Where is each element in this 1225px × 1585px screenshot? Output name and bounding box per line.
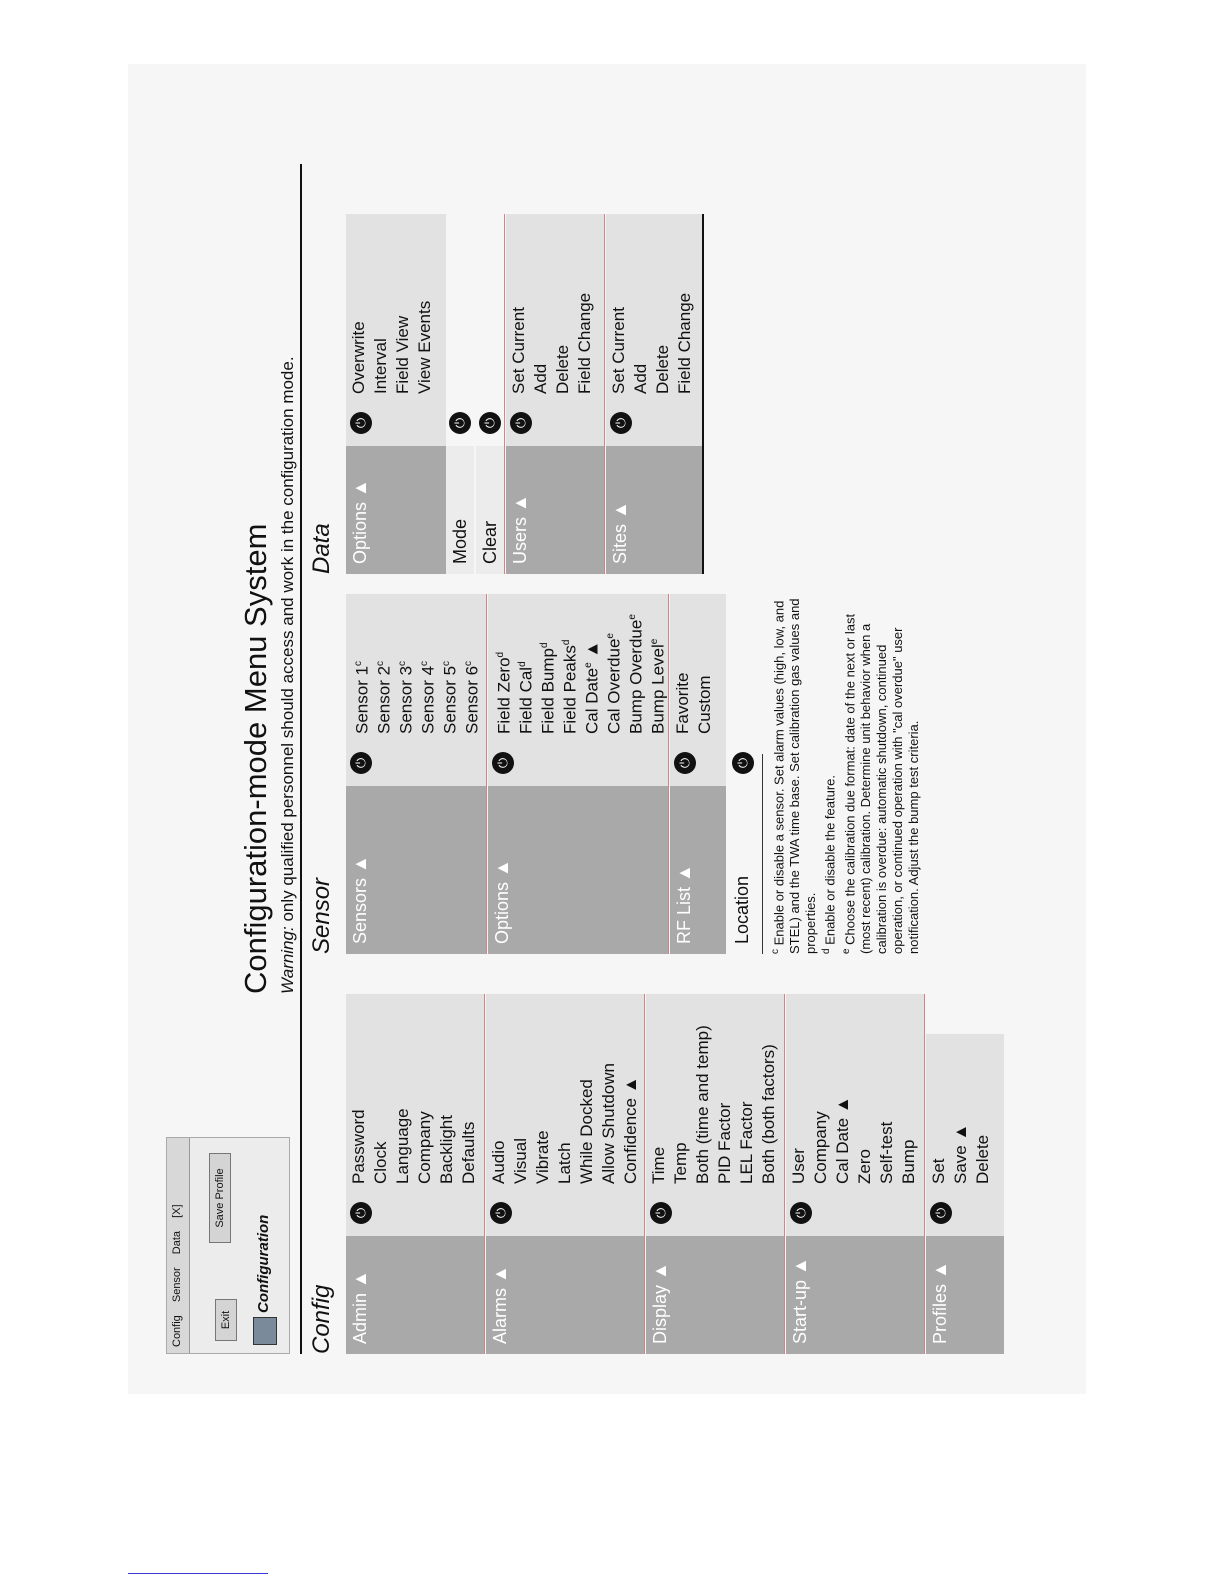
config-heading: Config [308, 1284, 335, 1354]
divider [486, 594, 487, 954]
alarms-item[interactable]: While Docked [577, 1079, 596, 1184]
alarms-item[interactable]: Visual [511, 1138, 530, 1184]
sensor-options-item[interactable] [644, 614, 666, 734]
sensors-item-label: Sensor 1 [352, 665, 372, 734]
footnote-mark: c [397, 660, 408, 666]
screen-menubar [167, 1138, 190, 1353]
sites-item[interactable]: Field Change [675, 292, 694, 394]
display-menu[interactable]: Display ▲ [646, 1236, 784, 1354]
footnote-mark: c [353, 660, 364, 666]
sensor-options-item-label: Bump Level [648, 644, 668, 734]
footnote-mark: d [539, 642, 550, 649]
data-options-item[interactable]: View Events [415, 300, 434, 394]
display-item[interactable]: Time [649, 1146, 668, 1184]
sensor-options-item-label: Bump Overdue [626, 619, 646, 734]
sensor-options-item-label: Field Bump [538, 648, 558, 734]
data-heading: Data [308, 523, 335, 574]
page-edge-line [128, 1573, 268, 1574]
data-options-item[interactable]: Overwrite [349, 321, 368, 394]
power-icon: ⏻ [732, 752, 754, 774]
admin-item[interactable]: Backlight [437, 1115, 456, 1184]
sensor-options-item[interactable] [578, 614, 600, 734]
data-options-item[interactable]: Interval [371, 338, 390, 394]
display-item[interactable]: Both (both factors) [759, 1044, 778, 1184]
power-icon: ⏻ [492, 752, 514, 774]
profiles-item[interactable]: Delete [973, 1134, 992, 1184]
sensor-options-item[interactable] [490, 614, 512, 734]
footnote-mark: e [649, 638, 660, 645]
mode-menu[interactable]: Mode [446, 446, 474, 574]
sensors-item[interactable] [370, 661, 392, 734]
footnote-c [768, 594, 819, 954]
admin-item[interactable]: Defaults [459, 1121, 478, 1184]
page-title: Configuration-mode Menu System [238, 523, 273, 994]
sensor-options-item[interactable] [512, 614, 534, 734]
power-icon: ⏻ [479, 412, 501, 434]
sensor-heading: Sensor [308, 877, 335, 954]
divider [484, 994, 485, 1354]
startup-item[interactable]: Cal Date ▲ [833, 1096, 852, 1184]
startup-item[interactable]: User [789, 1148, 808, 1184]
sensor-options-item-label: Cal Overdue [604, 638, 624, 734]
footnote-mark: e [605, 633, 616, 639]
admin-item[interactable]: Company [415, 1111, 434, 1184]
footnote-d-text: Enable or disable the feature. [822, 774, 838, 949]
divider [762, 754, 763, 954]
sites-item[interactable]: Add [631, 363, 650, 394]
profiles-items [928, 1124, 994, 1184]
footnote-mark: c [463, 660, 474, 666]
display-item[interactable]: PID Factor [715, 1102, 734, 1184]
admin-item[interactable]: Language [393, 1108, 412, 1184]
sensor-options-menu[interactable]: Options ▲ [488, 786, 668, 954]
data-options-item[interactable]: Field View [393, 315, 412, 394]
alarms-item[interactable]: Audio [489, 1140, 508, 1184]
footnote-mark: d [821, 948, 833, 954]
admin-menu[interactable]: Admin ▲ [346, 1236, 484, 1354]
footnote-mark: c [375, 660, 386, 666]
footnote-mark: e [840, 948, 852, 954]
data-bottom-rule [702, 214, 704, 574]
admin-item[interactable]: Password [349, 1109, 368, 1184]
heading-rule [300, 164, 302, 1354]
sensors-item-label: Sensor 3 [396, 665, 416, 734]
sensors-item-label: Sensor 6 [462, 665, 482, 734]
location-menu[interactable]: Location [732, 875, 752, 944]
sites-menu[interactable]: Sites ▲ [606, 446, 702, 574]
data-options-menu[interactable]: Options ▲ [346, 446, 446, 574]
display-item[interactable]: LEL Factor [737, 1101, 756, 1184]
footnote-mark: d [561, 639, 572, 646]
menu-data[interactable]: Data [171, 1230, 183, 1255]
sensor-options-item-label: Cal Date [582, 667, 602, 734]
users-menu[interactable]: Users ▲ [506, 446, 604, 574]
footnote-mark: d [495, 651, 506, 658]
menu-sensor[interactable]: Sensor [171, 1267, 183, 1303]
footnote-mark: d [517, 661, 528, 667]
startup-item[interactable]: Zero [855, 1149, 874, 1184]
startup-item[interactable]: Self-test [877, 1121, 896, 1184]
users-item[interactable]: Delete [553, 344, 572, 394]
sensor-options-item[interactable] [622, 614, 644, 734]
warning-label: Warning: [278, 926, 297, 994]
footnotes [768, 594, 922, 954]
rotated-page [128, 64, 1086, 1394]
startup-items [788, 1096, 920, 1184]
admin-item[interactable]: Clock [371, 1141, 390, 1184]
startup-item[interactable]: Company [811, 1111, 830, 1184]
sensor-options-items [490, 614, 666, 734]
save-profile-button[interactable]: Save Profile [209, 1153, 231, 1243]
footnote-e [839, 594, 922, 954]
alarms-menu[interactable]: Alarms ▲ [486, 1236, 644, 1354]
sites-item[interactable]: Delete [653, 344, 672, 394]
sensors-item[interactable] [348, 661, 370, 734]
warning-line [278, 356, 298, 994]
power-icon: ⏻ [449, 412, 471, 434]
footnote-d [819, 594, 838, 954]
display-item[interactable]: Temp [671, 1142, 690, 1184]
users-item[interactable]: Field Change [575, 292, 594, 394]
sensor-options-item[interactable] [534, 614, 556, 734]
rf-list-item[interactable]: Favorite [673, 672, 692, 734]
divider [668, 594, 669, 954]
alarms-item[interactable]: Vibrate [533, 1130, 552, 1184]
startup-item[interactable]: Bump [899, 1139, 918, 1184]
data-options-items [348, 301, 436, 394]
profiles-menu[interactable]: Profiles ▲ [926, 1236, 1004, 1354]
sensors-item-label: Sensor 4 [418, 665, 438, 734]
startup-menu[interactable]: Start-up ▲ [786, 1236, 924, 1354]
sensors-menu[interactable]: Sensors ▲ [346, 786, 486, 954]
profiles-item[interactable]: Save ▲ [951, 1123, 970, 1184]
profiles-item[interactable]: Set [929, 1158, 948, 1184]
sensors-items [348, 661, 480, 734]
sensors-item[interactable] [414, 661, 436, 734]
sensor-options-item-label: Field Cal [516, 666, 536, 734]
power-icon: ⏻ [610, 412, 632, 434]
power-icon: ⏻ [790, 1202, 812, 1224]
footnote-mark: c [419, 660, 430, 666]
power-icon: ⏻ [650, 1202, 672, 1224]
close-icon[interactable]: [X] [171, 1204, 183, 1218]
sensors-item[interactable] [392, 661, 414, 734]
rf-list-item[interactable]: Custom [695, 675, 714, 734]
display-items [648, 1025, 780, 1184]
alarms-item[interactable]: Confidence ▲ [621, 1076, 640, 1184]
footnote-c-text: Enable or disable a sensor. Set alarm values (high, low, and STEL) and the TWA time base. Set calibration gas values and properties. [771, 598, 819, 954]
divider [604, 214, 605, 574]
divider [504, 214, 505, 574]
rf-list-items [672, 673, 716, 734]
sensor-options-item[interactable] [600, 614, 622, 734]
footnote-mark: e [583, 662, 594, 668]
alarms-items [488, 1063, 642, 1184]
sensors-item[interactable] [436, 661, 458, 734]
clear-menu[interactable]: Clear [476, 446, 504, 574]
sites-item[interactable]: Set Current [609, 307, 628, 394]
power-icon: ⏻ [350, 412, 372, 434]
power-icon: ⏻ [350, 1202, 372, 1224]
rf-list-menu[interactable]: RF List ▲ [670, 786, 726, 954]
footnote-mark: c [441, 660, 452, 666]
instrument-icon [253, 1317, 277, 1345]
exit-button[interactable]: Exit [215, 1299, 237, 1341]
alarms-item[interactable]: Allow Shutdown [599, 1063, 618, 1184]
configuration-screen-capture [166, 1137, 290, 1354]
power-icon: ⏻ [350, 752, 372, 774]
sensors-item-label: Sensor 5 [440, 665, 460, 734]
footnote-mark: e [627, 614, 638, 620]
sensor-options-item-label: Field Peaks [560, 645, 580, 734]
arrow-up-icon: ▲ [582, 640, 602, 658]
power-icon: ⏻ [490, 1202, 512, 1224]
menu-config[interactable]: Config [171, 1315, 183, 1347]
divider [924, 994, 925, 1354]
power-icon: ⏻ [510, 412, 532, 434]
warning-text: only qualified personnel should access and work in the configuration mode. [278, 356, 297, 927]
users-item[interactable]: Add [531, 363, 550, 394]
screen-title: Configuration [255, 1214, 272, 1313]
power-icon: ⏻ [930, 1202, 952, 1224]
sensor-options-item[interactable] [556, 614, 578, 734]
admin-items [348, 1108, 480, 1184]
sites-items [608, 293, 696, 394]
users-items [508, 293, 596, 394]
power-icon: ⏻ [674, 752, 696, 774]
sensors-item[interactable] [458, 661, 480, 734]
sensors-item-label: Sensor 2 [374, 665, 394, 734]
users-item[interactable]: Set Current [509, 307, 528, 394]
alarms-item[interactable]: Latch [555, 1142, 574, 1184]
divider [784, 994, 785, 1354]
display-item[interactable]: Both (time and temp) [693, 1025, 712, 1184]
divider [644, 994, 645, 1354]
footnote-e-text: Choose the calibration due format: date of the next or last (most recent) calibration. Determine unit behavior when a calibration is overdue: automatic shutdown, continued operation, or continued operation with "cal overdue" user notification. Adjust the bump test criteria. [841, 613, 921, 954]
sensor-options-item-label: Field Zero [494, 657, 514, 734]
footnote-mark: c [770, 949, 781, 954]
